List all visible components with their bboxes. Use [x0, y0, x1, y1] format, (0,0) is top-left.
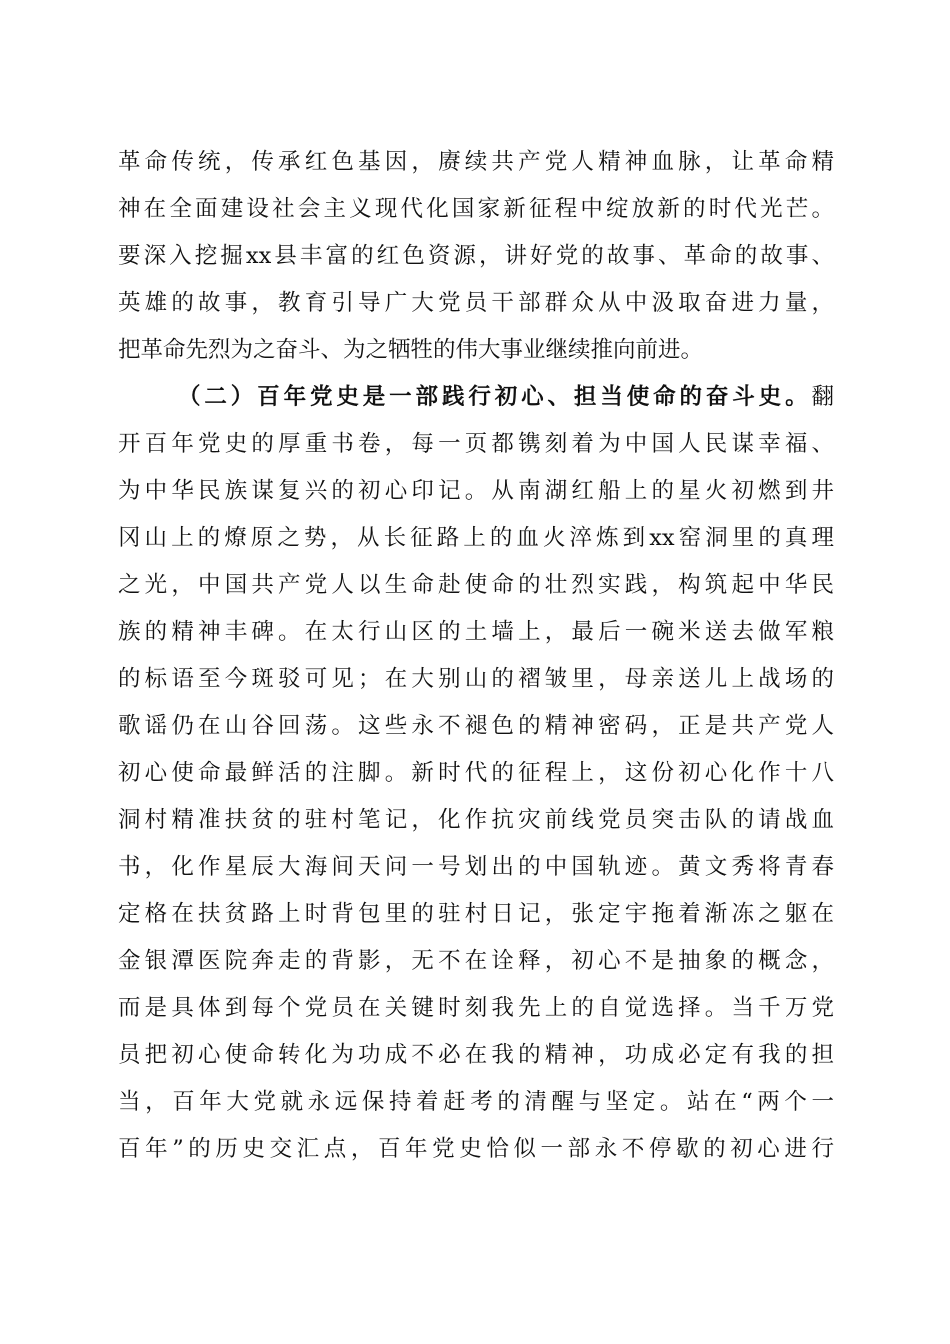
section-heading: （二）百年党史是一部践行初心、担当使命的奋斗史。 — [178, 384, 812, 410]
section-line-11: 定格在扶贫路上时背包里的驻村日记，张定宇拖着渐冻之躯在 — [118, 901, 834, 927]
section-line-8: 初心使命最鲜活的注脚。新时代的征程上，这份初心化作十八 — [118, 760, 834, 786]
paragraph-line-4: 英雄的故事，教育引导广大党员干部群众从中汲取奋进力量， — [118, 290, 834, 316]
section-line-9: 洞村精准扶贫的驻村笔记，化作抗灾前线党员突击队的请战血 — [118, 807, 834, 833]
section-line-15: 当，百年大党就永远保持着赶考的清醒与坚定。站在“两个一 — [118, 1089, 834, 1115]
section-heading-tail: 翻 — [811, 384, 834, 410]
section-heading-line — [178, 377, 834, 417]
section-line-2: 为中华民族谋复兴的初心印记。从南湖红船上的星火初燃到井 — [118, 478, 834, 504]
section-line-16: 百年”的历史交汇点，百年党史恰似一部永不停歇的初心进行 — [118, 1136, 834, 1162]
section-line-5: 族的精神丰碑。在太行山区的土墙上，最后一碗米送去做军粮 — [118, 619, 834, 645]
section-line-7: 歌谣仍在山谷回荡。这些永不褪色的精神密码，正是共产党人 — [118, 713, 834, 739]
section-line-10: 书，化作星辰大海间天问一号划出的中国轨迹。黄文秀将青春 — [118, 854, 834, 880]
section-line-12: 金银潭医院奔走的背影，无不在诠释，初心不是抽象的概念， — [118, 948, 834, 974]
paragraph-line-1: 革命传统，传承红色基因，赓续共产党人精神血脉，让革命精 — [118, 149, 834, 175]
paragraph-line-2: 神在全面建设社会主义现代化国家新征程中绽放新的时代光芒。 — [118, 196, 834, 222]
section-line-3: 冈山上的燎原之势，从长征路上的血火淬炼到xx窑洞里的真理 — [118, 525, 834, 551]
section-line-13: 而是具体到每个党员在关键时刻我先上的自觉选择。当千万党 — [118, 995, 834, 1021]
paragraph-line-3: 要深入挖掘xx县丰富的红色资源，讲好党的故事、革命的故事、 — [118, 243, 834, 269]
section-line-1: 开百年党史的厚重书卷，每一页都镌刻着为中国人民谋幸福、 — [118, 431, 834, 457]
section-line-14: 员把初心使命转化为功成不必在我的精神，功成必定有我的担 — [118, 1042, 834, 1068]
paragraph-line-5: 把革命先烈为之奋斗、为之牺牲的伟大事业继续推向前进。 — [118, 337, 704, 363]
section-line-6: 的标语至今斑驳可见；在大别山的褶皱里，母亲送儿上战场的 — [118, 666, 834, 692]
section-line-4: 之光，中国共产党人以生命赴使命的壮烈实践，构筑起中华民 — [118, 572, 834, 598]
